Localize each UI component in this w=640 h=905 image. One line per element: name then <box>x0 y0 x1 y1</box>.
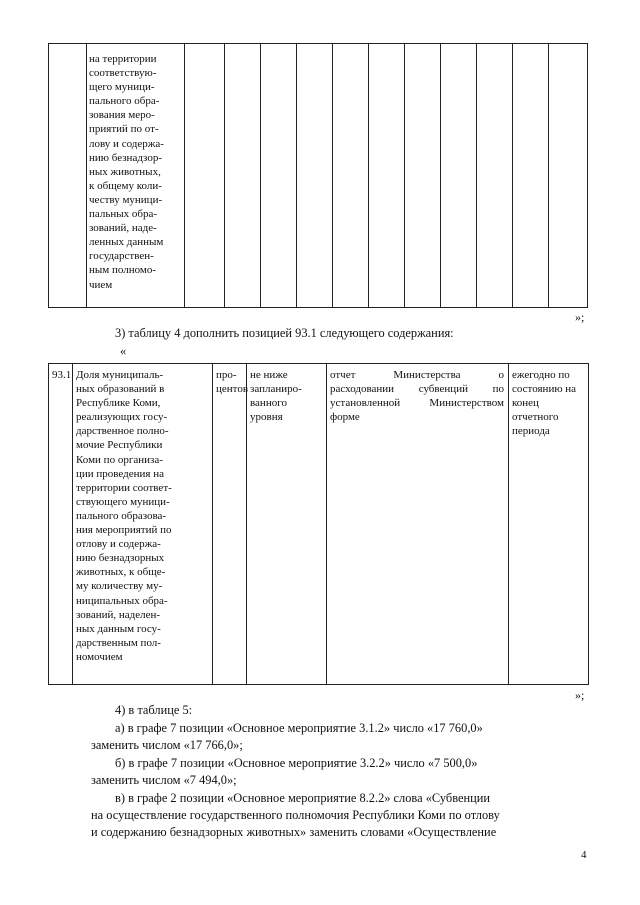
source-line-1 <box>330 368 504 382</box>
table-continuation <box>48 43 588 308</box>
source-word: о <box>498 369 504 381</box>
closing-quote: »; <box>575 310 585 324</box>
source-word: установленной <box>330 397 401 409</box>
source-word: Министерством <box>429 397 504 409</box>
table-column-divider <box>212 364 213 684</box>
table-column-divider <box>260 44 261 307</box>
table-column-divider <box>512 44 513 307</box>
table-column-divider <box>404 44 405 307</box>
table-column-divider <box>368 44 369 307</box>
indicator-name-cell: на территории соответствую- щего муници- пального обра- зования меро- приятий по от- лову и содержа- нию безнадзор- ных животных, к общему коли- честву муници- пальных обра- зований, наде- ленных данным государствен- ным полномо- чием <box>89 53 164 291</box>
source-word: расходовании <box>330 383 395 395</box>
table-column-divider <box>224 44 225 307</box>
table-column-divider <box>440 44 441 307</box>
table-column-divider <box>332 44 333 307</box>
table-position-93-1 <box>48 363 589 685</box>
table-column-divider <box>508 364 509 684</box>
source-word: отчет <box>330 369 356 381</box>
table-column-divider <box>476 44 477 307</box>
target-value: не ниже запланиро- ванного уровня <box>250 369 302 424</box>
indicator-name: Доля муниципаль- ных образований в Республике Коми, реализующих госу- дарственное полно- мочие Республики Коми по организа- ции проведения на территории соответ- ствующего муници- пального образова- ния мероприятий по отлову и содержа- нию безнадзорных животных, к обще- му количеству му- ниципальных обра- зований, наделен- ных данным госу- дарственным пол- номочием <box>76 369 172 663</box>
item-4a-line-1: а) в графе 7 позиции «Основное мероприятие 3.1.2» число «17 760,0» <box>115 721 483 735</box>
table-column-divider <box>86 44 87 307</box>
page-number: 4 <box>581 849 587 861</box>
item-4-intro: 4) в таблице 5: <box>115 703 193 717</box>
item-4b-line-2: заменить числом «7 494,0»; <box>91 773 237 787</box>
table-column-divider <box>548 44 549 307</box>
source-word: по <box>492 383 504 395</box>
item-4c-line-1: в) в графе 2 позиции «Основное мероприятие 8.2.2» слова «Субвенции <box>115 791 491 805</box>
table-column-divider <box>296 44 297 307</box>
reporting-frequency: ежегодно по состоянию на конец отчетного периода <box>512 369 577 438</box>
unit-of-measure: про- центов <box>216 369 249 396</box>
item-4a-line-2: заменить числом «17 766,0»; <box>91 738 243 752</box>
source-word: Министерства <box>393 369 461 381</box>
item-4b-line-1: б) в графе 7 позиции «Основное мероприятие 3.2.2» число «7 500,0» <box>115 756 478 770</box>
source-line-4: форме <box>330 411 360 423</box>
opening-quote: « <box>120 344 127 358</box>
table-column-divider <box>72 364 73 684</box>
item-3-text: 3) таблицу 4 дополнить позицией 93.1 следующего содержания: <box>115 326 454 340</box>
source-word: субвенций <box>418 383 468 395</box>
table-column-divider <box>184 44 185 307</box>
item-4c-line-3: и содержанию безнадзорных животных» заменить словами «Осуществление <box>91 825 497 839</box>
closing-quote: »; <box>575 688 585 702</box>
item-4c-line-2: на осуществление государственного полномочия Республики Коми по отлову <box>91 808 500 822</box>
table-column-divider <box>246 364 247 684</box>
source-line-2 <box>330 382 504 396</box>
source-line-3 <box>330 396 504 410</box>
position-number: 93.1 <box>52 369 72 381</box>
table-column-divider <box>326 364 327 684</box>
